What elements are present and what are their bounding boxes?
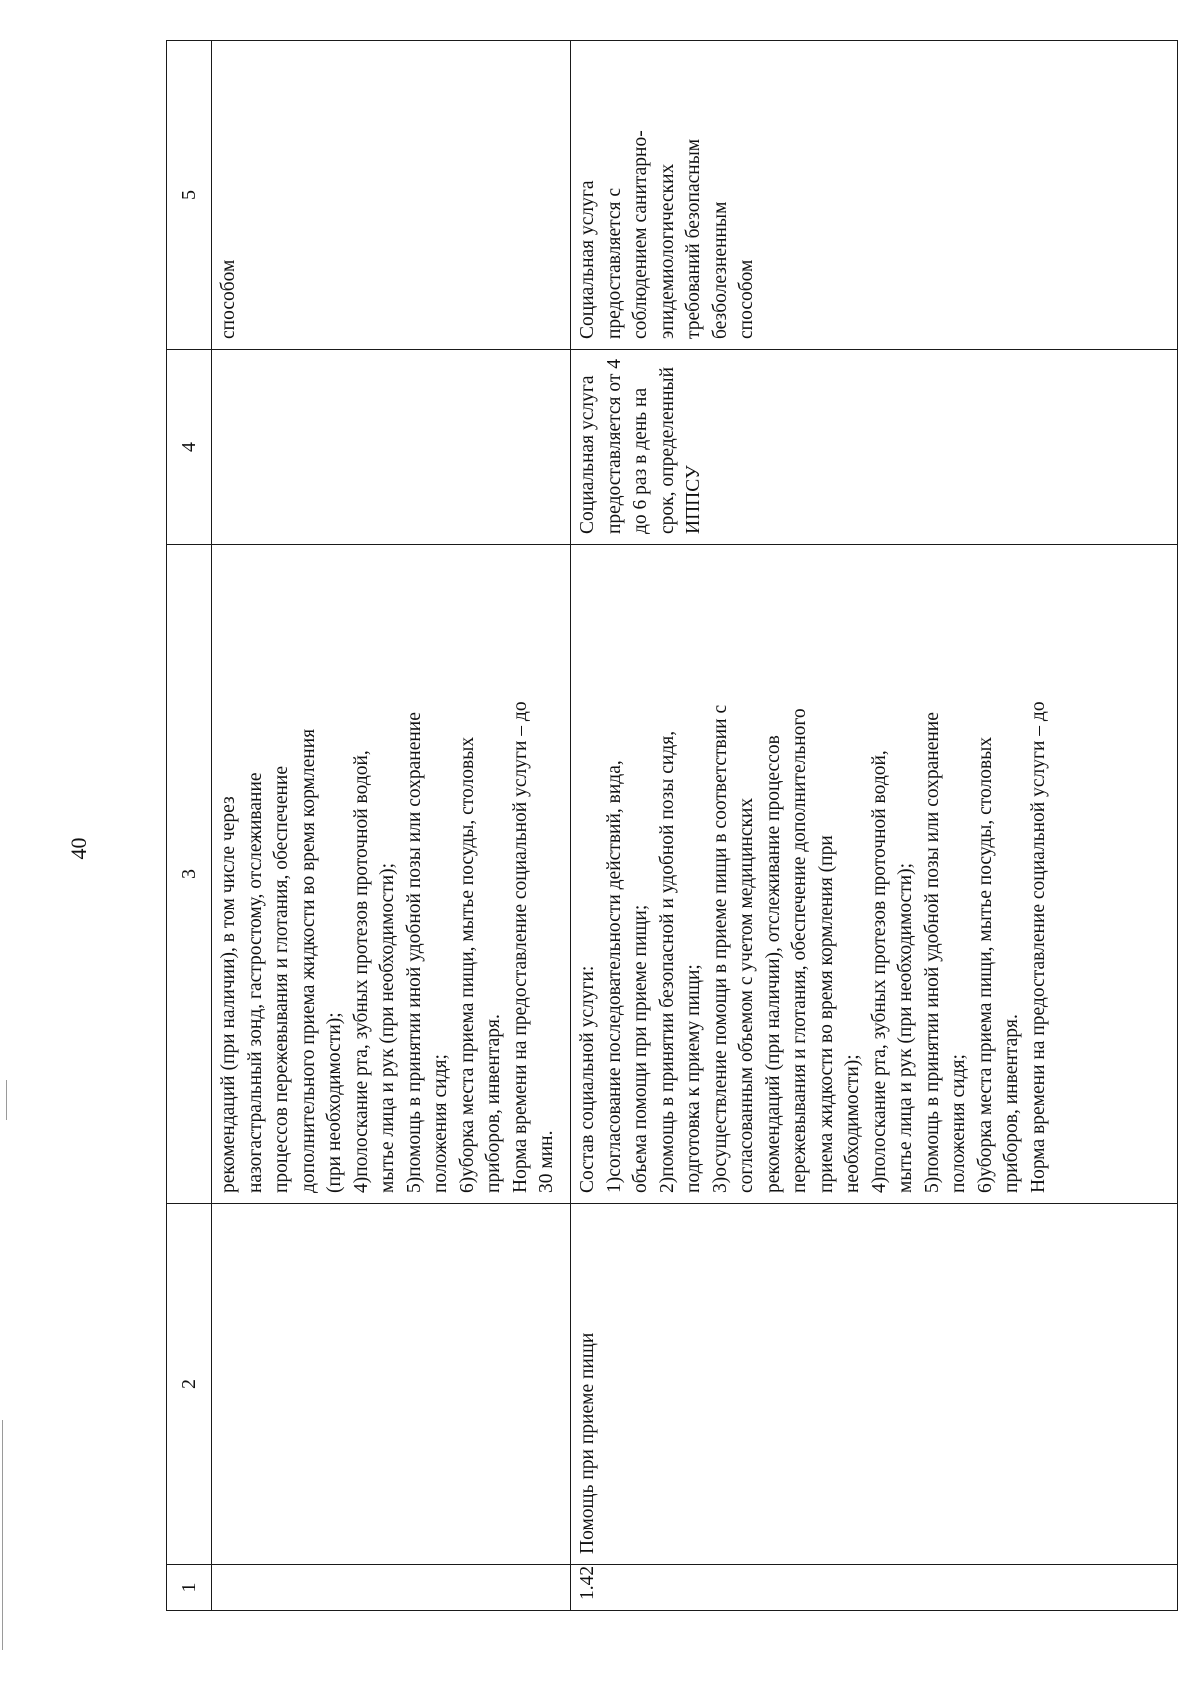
- description-line: 30 мин.: [536, 1130, 557, 1193]
- description-line: 4)полоскание рта, зубных протезов проточной водой,: [868, 750, 890, 1193]
- column-header-4: 4: [167, 350, 212, 545]
- scan-edge-mark: [2, 1420, 3, 1650]
- description-line: рекомендаций (при наличии), отслеживание процессов: [762, 735, 784, 1193]
- description-line: приборов, инвентаря.: [1001, 1014, 1022, 1193]
- quality-line: соблюдением санитарно-: [630, 130, 651, 339]
- service-description-cell: [571, 545, 1178, 1204]
- description-line: 4)полоскание рта, зубных протезов проточной водой,: [350, 750, 372, 1193]
- frequency-line: срок, определенный: [656, 366, 678, 534]
- service-frequency-cell: [571, 350, 1178, 545]
- column-header-3: 3: [167, 545, 212, 1204]
- description-line: Норма времени на предоставление социальной услуги – до: [509, 701, 531, 1193]
- description-line: подготовка к приему пищи;: [683, 964, 704, 1193]
- description-line: необходимости);: [842, 1054, 863, 1193]
- description-line: дополнительного приема жидкости во время кормления: [297, 728, 319, 1193]
- quality-line: способом: [218, 259, 239, 339]
- description-line: (при необходимости);: [324, 1012, 345, 1193]
- description-line: мытье лица и рук (при необходимости);: [377, 862, 398, 1193]
- service-description-cell: [212, 545, 571, 1204]
- service-name-cell: Помощь при приеме пищи: [571, 1204, 1178, 1565]
- description-line: объема помощи при приеме пищи;: [630, 904, 651, 1193]
- quality-line: безболезненным: [709, 201, 731, 339]
- table-header-row: [167, 41, 212, 1611]
- description-line: мытье лица и рук (при необходимости);: [895, 862, 916, 1193]
- description-line: 2)помощь в принятии безопасной и удобной позы сидя,: [656, 730, 678, 1193]
- quality-line: предоставляется с: [603, 187, 625, 339]
- frequency-line: Социальная услуга: [577, 375, 598, 534]
- page-number: 40: [66, 837, 91, 860]
- column-header-5: 5: [167, 41, 212, 350]
- table-row: [571, 41, 1178, 1611]
- service-number-cell: 1.42: [571, 1565, 1178, 1611]
- scan-edge-mark: [6, 1080, 7, 1120]
- quality-line: эпидемиологических: [656, 163, 678, 339]
- table-row: [212, 41, 571, 1611]
- quality-line: требований безопасным: [683, 138, 704, 339]
- description-line: 3)осуществление помощи в приеме пищи в соответствии с: [709, 704, 731, 1193]
- frequency-line: предоставляется от 4: [603, 358, 625, 534]
- quality-line: способом: [736, 259, 757, 339]
- service-frequency-cell: [212, 350, 571, 545]
- service-quality-cell: [212, 41, 571, 350]
- description-line: Норма времени на предоставление социальной услуги – до: [1027, 701, 1049, 1193]
- description-line: приборов, инвентаря.: [483, 1014, 504, 1193]
- description-line: положения сидя;: [948, 1054, 969, 1193]
- description-line: 6)уборка места приема пищи, мытье посуды, столовых: [974, 736, 996, 1193]
- description-line: положения сидя;: [430, 1054, 451, 1193]
- frequency-line: до 6 раз в день на: [630, 387, 651, 534]
- description-line: рекомендаций (при наличии), в том числе через: [218, 796, 239, 1193]
- service-name-cell: [212, 1204, 571, 1565]
- description-line: пережевывания и глотания, обеспечение дополнительного: [789, 708, 810, 1193]
- description-line: процессов пережевывания и глотания, обеспечение: [271, 765, 292, 1193]
- description-line: Состав социальной услуги:: [577, 965, 598, 1193]
- description-line: согласованным объемом с учетом медицинских: [736, 797, 757, 1193]
- description-line: приема жидкости во время кормления (при: [815, 835, 837, 1193]
- description-line: 5)помощь в принятии иной удобной позы или сохранение: [921, 712, 943, 1193]
- service-number-cell: [212, 1565, 571, 1611]
- services-table: [166, 40, 1178, 1611]
- description-line: 1)согласование последовательности действий, вида,: [603, 760, 625, 1193]
- quality-line: Социальная услуга: [577, 180, 598, 339]
- service-quality-cell: [571, 41, 1178, 350]
- frequency-line: ИППСУ: [683, 465, 704, 534]
- column-header-1: 1: [167, 1565, 212, 1611]
- description-line: назогастральный зонд, гастростому, отслеживание: [244, 772, 266, 1193]
- column-header-2: 2: [167, 1204, 212, 1565]
- description-line: 6)уборка места приема пищи, мытье посуды, столовых: [456, 736, 478, 1193]
- description-line: 5)помощь в принятии иной удобной позы или сохранение: [403, 712, 425, 1193]
